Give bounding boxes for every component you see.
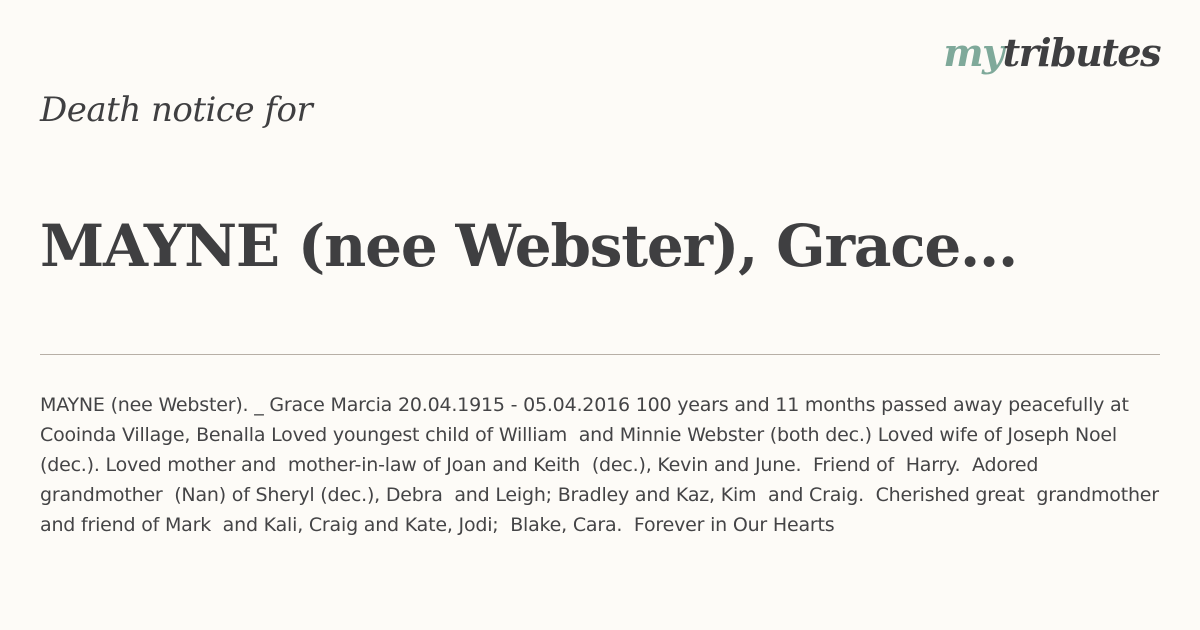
mytributes-logo[interactable]	[943, 30, 1160, 75]
divider	[40, 354, 1160, 355]
page-title: MAYNE (nee Webster), Grace...	[40, 212, 1017, 280]
page-subtitle: Death notice for	[40, 90, 313, 130]
logo-my-text: my	[943, 30, 1003, 75]
logo-tributes-text: tributes	[1002, 30, 1160, 75]
notice-text: MAYNE (nee Webster). _ Grace Marcia 20.04.1915 - 05.04.2016 100 years and 11 months passed away peacefully at Cooinda Village, Benalla Loved youngest child of William and Minnie Webster (both dec.) Loved wife of Joseph Noel (dec.). Loved mother and mother-in-law of Joan and Keith (dec.), Kevin and June. Friend of Harry. Adored grandmother (Nan) of Sheryl (dec.), Debra and Leigh; Bradley and Kaz, Kim and Craig. Cherished great grandmother and friend of Mark and Kali, Craig and Kate, Jodi; Blake, Cara. Forever in Our Hearts	[40, 394, 1165, 536]
